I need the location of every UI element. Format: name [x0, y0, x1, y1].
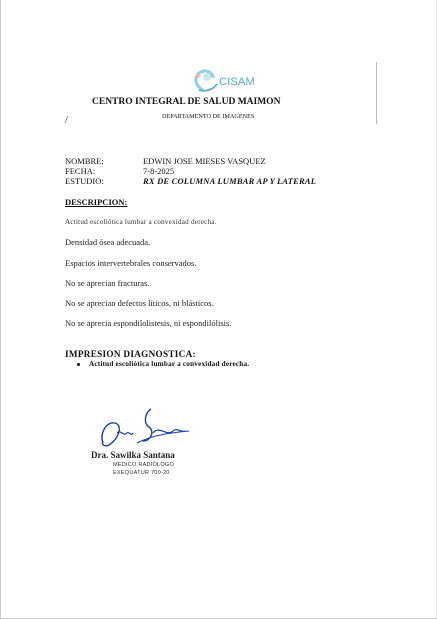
margin-line	[376, 62, 377, 124]
description-line: Actitud escoliótica lumbar a convexidad derecha.	[65, 218, 217, 226]
name-label: NOMBRE:	[65, 156, 104, 166]
description-line: No se aprecian fracturas.	[65, 278, 150, 288]
doctor-role: MÉDICO RADIÓLOGO	[113, 462, 175, 468]
signature-icon	[93, 403, 193, 453]
date-value: 7-8-2025	[143, 166, 175, 176]
description-line: Densidad ósea adecuada.	[65, 237, 151, 247]
description-line: No se aprecia espondilolistesis, ni espondilólisis.	[65, 318, 232, 328]
doctor-name: Dra. Sawilka Santana	[91, 450, 175, 460]
impression-heading: IMPRESION DIAGNOSTICA:	[65, 349, 196, 359]
doctor-license: EXEQUATUR 700-20	[113, 470, 170, 476]
department-title: DEPARTAMENTO DE IMAGENES	[162, 113, 255, 120]
study-value: RX DE COLUMNA LUMBAR AP Y LATERAL	[143, 176, 317, 186]
impression-item	[77, 360, 249, 368]
slash-mark: /	[65, 115, 68, 126]
bullet-icon	[77, 363, 80, 366]
description-line: No se aprecian defectos líticos, ni blásticos.	[65, 298, 214, 308]
impression-item-text: Actitud escoliótica lumbar a convexidad derecha.	[89, 360, 250, 368]
description-heading: DESCRIPCION:	[65, 197, 128, 207]
description-line: Espacios intervertebrales conservados.	[65, 258, 197, 268]
study-label: ESTUDIO:	[65, 176, 104, 186]
name-value: EDWIN JOSE MIESES VASQUEZ	[143, 156, 266, 166]
logo-text: CISAM	[219, 76, 255, 88]
date-label: FECHA:	[65, 166, 96, 176]
center-title: CENTRO INTEGRAL DE SALUD MAIMON	[92, 97, 281, 107]
